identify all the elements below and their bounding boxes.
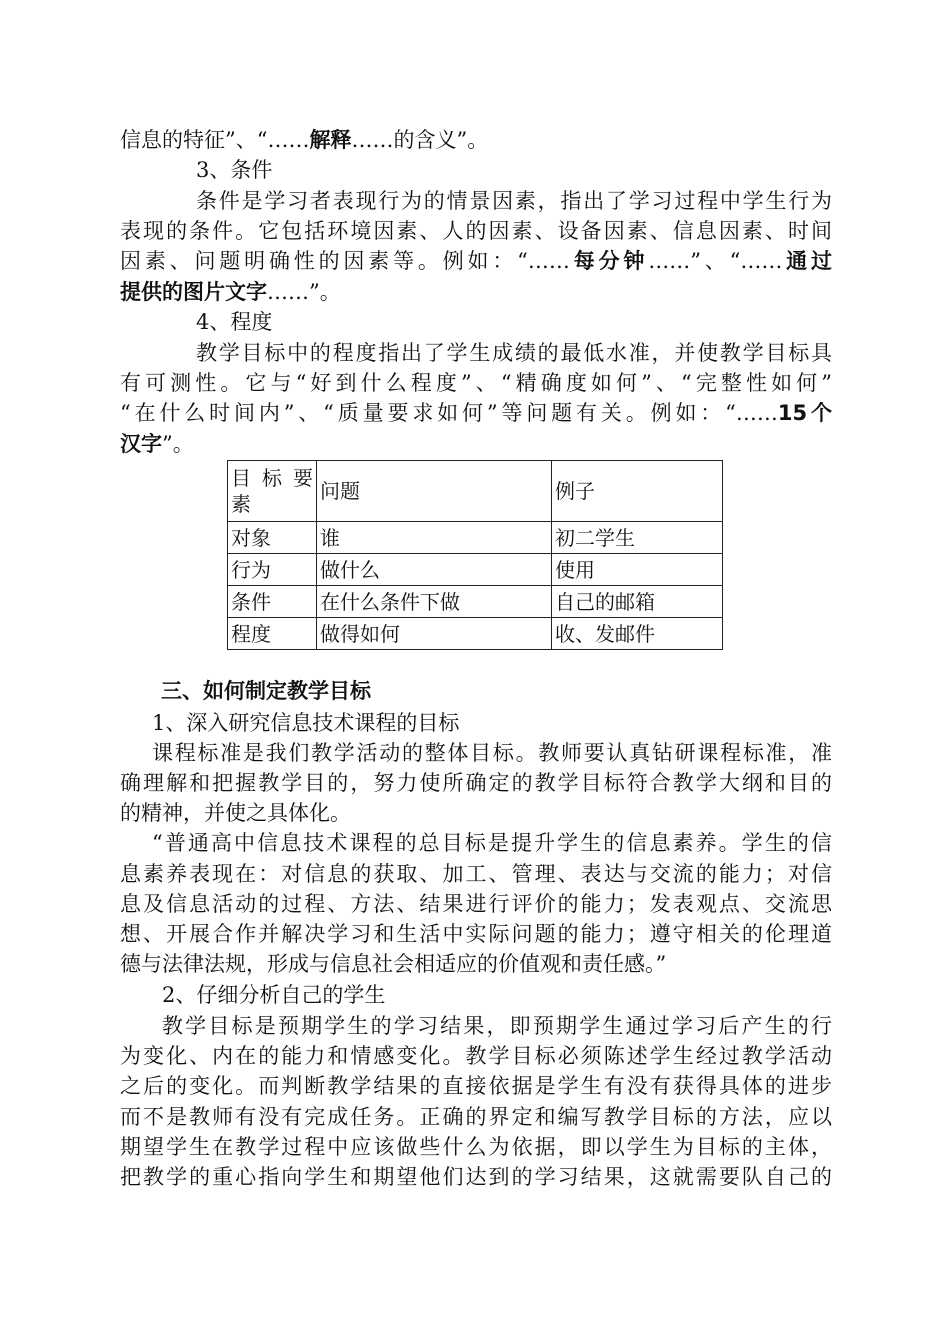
bold-text: 提供的图片文字 bbox=[120, 280, 267, 304]
bold-text: 15个 bbox=[777, 401, 832, 425]
line-c1: 条件是学习者表现行为的情景因素，指出了学习过程中学生行为 bbox=[196, 189, 832, 213]
line-e2: 确理解和把握教学目的，努力使所确定的教学目标符合教学大纲和目的 bbox=[120, 771, 832, 795]
line-c3 bbox=[120, 246, 832, 276]
table-cell: 行为 bbox=[228, 554, 317, 586]
header-text: 目 标 要 bbox=[231, 466, 313, 490]
line-f5: 期望学生在教学过程中应该做些什么为依据，即以学生为目标的主体， bbox=[120, 1135, 832, 1159]
header-cell: 例子 bbox=[552, 461, 723, 522]
line-d4 bbox=[120, 429, 194, 459]
line-e3: 的精神，并使之具体化。 bbox=[120, 801, 351, 825]
text: ……”。 bbox=[267, 280, 341, 304]
subheading-4: 4、程度 bbox=[196, 310, 273, 334]
table-cell: 收、发邮件 bbox=[552, 618, 723, 650]
table-cell: 做什么 bbox=[317, 554, 552, 586]
table-header-row bbox=[228, 461, 723, 522]
bold-text: 通过 bbox=[782, 249, 832, 273]
line-q1: “普通高中信息技术课程的总目标是提升学生的信息素养。学生的信 bbox=[152, 831, 832, 855]
header-text: 素 bbox=[231, 492, 251, 516]
text: “在什么时间内”、“质量要求如何”等问题有关。例如：“…… bbox=[120, 401, 778, 425]
table-cell: 谁 bbox=[317, 522, 552, 554]
line-f1: 教学目标是预期学生的学习结果，即预期学生通过学习后产生的行 bbox=[162, 1014, 832, 1038]
table-cell: 程度 bbox=[228, 618, 317, 650]
table-cell: 条件 bbox=[228, 586, 317, 618]
line-f4: 而不是教师有没有完成任务。正确的界定和编写教学目标的方法，应以 bbox=[120, 1105, 832, 1129]
table-row bbox=[228, 618, 723, 650]
line-f6: 把教学的重心指向学生和期望他们达到的学习结果，这就需要队自己的 bbox=[120, 1165, 832, 1189]
goal-elements-table bbox=[227, 460, 723, 650]
line-q2: 息素养表现在：对信息的获取、加工、管理、表达与交流的能力；对信 bbox=[120, 862, 832, 886]
bold-text: 汉字 bbox=[120, 432, 162, 456]
bold-text: 解释 bbox=[309, 128, 352, 152]
line-q3: 息及信息活动的过程、方法、结果进行评价的能力；发表观点、交流思 bbox=[120, 892, 832, 916]
subheading-s1: 1、深入研究信息技术课程的目标 bbox=[152, 711, 460, 735]
line-f3: 之后的变化。而判断教学结果的直接依据是学生有没有获得具体的进步 bbox=[120, 1074, 832, 1098]
table-cell: 对象 bbox=[228, 522, 317, 554]
section-title: 三、如何制定教学目标 bbox=[161, 679, 371, 703]
header-cell: 问题 bbox=[317, 461, 552, 522]
text: 因素、问题明确性的因素等。例如：“…… bbox=[120, 249, 570, 273]
text: ……”、“…… bbox=[648, 249, 783, 273]
table-cell: 初二学生 bbox=[552, 522, 723, 554]
header-cell bbox=[228, 461, 317, 522]
line-c2: 表现的条件。它包括环境因素、人的因素、设备因素、信息因素、时间 bbox=[120, 219, 832, 243]
line-d2: 有可测性。它与“好到什么程度”、“精确度如何”、“完整性如何” bbox=[120, 371, 832, 395]
subheading-3: 3、条件 bbox=[196, 158, 273, 182]
line-d3 bbox=[120, 398, 832, 428]
line-e1: 课程标准是我们教学活动的整体目标。教师要认真钻研课程标准，准 bbox=[152, 741, 832, 765]
table-row bbox=[228, 586, 723, 618]
line-q4: 想、开展合作并解决学习和生活中实际问题的能力；遵守相关的伦理道 bbox=[120, 922, 832, 946]
bold-text: 每分钟 bbox=[569, 249, 649, 273]
table-row bbox=[228, 522, 723, 554]
subheading-s2: 2、仔细分析自己的学生 bbox=[162, 983, 386, 1007]
table-cell: 在什么条件下做 bbox=[317, 586, 552, 618]
line-f2: 为变化、内在的能力和情感变化。教学目标必须陈述学生经过教学活动 bbox=[120, 1044, 832, 1068]
table-cell: 使用 bbox=[552, 554, 723, 586]
line-d1: 教学目标中的程度指出了学生成绩的最低水准，并使教学目标具 bbox=[196, 341, 832, 365]
table-row bbox=[228, 554, 723, 586]
table-cell: 自己的邮箱 bbox=[552, 586, 723, 618]
text: ”。 bbox=[162, 432, 194, 456]
line-q5: 德与法律法规，形成与信息社会相适应的价值观和责任感。” bbox=[120, 952, 667, 976]
line-c4 bbox=[120, 277, 341, 307]
table-cell: 做得如何 bbox=[317, 618, 552, 650]
text: 信息的特征”、“…… bbox=[120, 128, 310, 152]
line-p1 bbox=[120, 125, 488, 155]
text: ……的含义”。 bbox=[351, 128, 489, 152]
